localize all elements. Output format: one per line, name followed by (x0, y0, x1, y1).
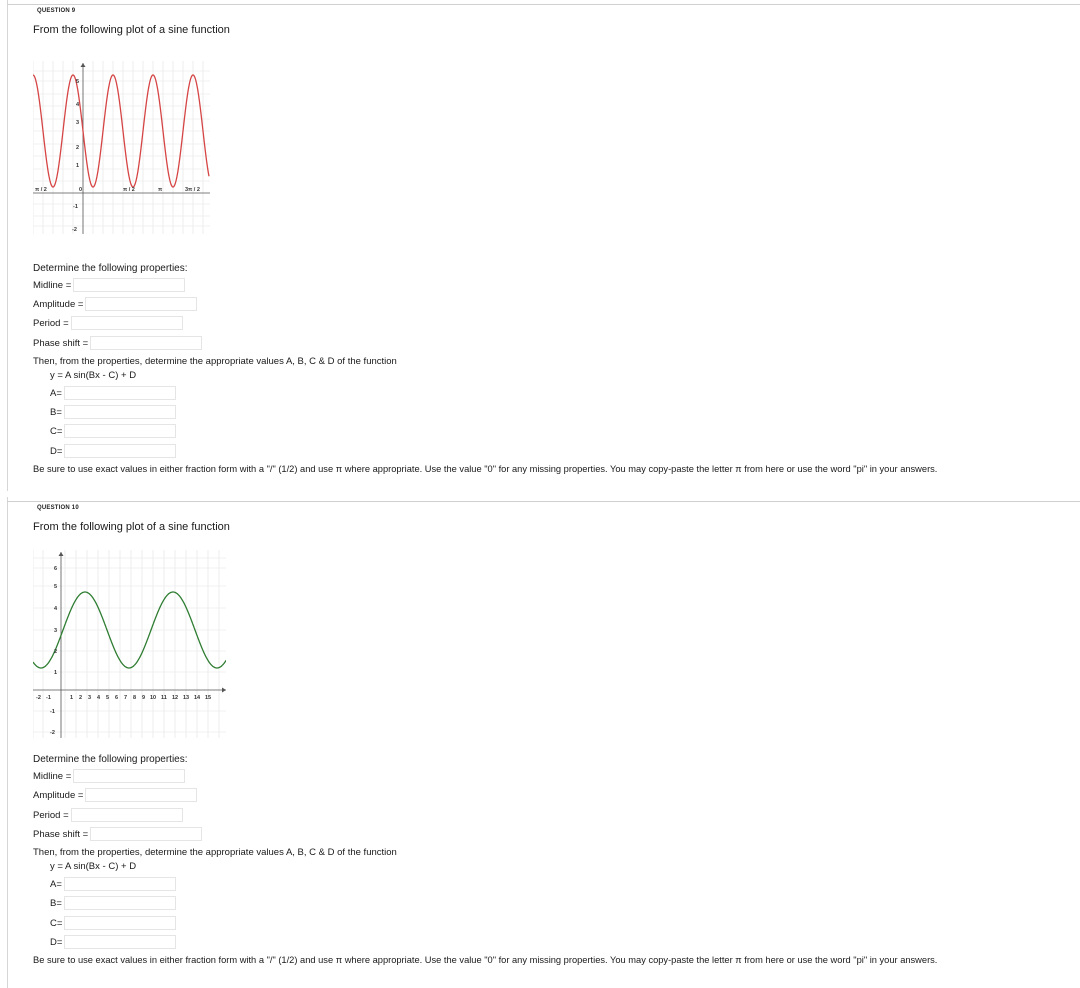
x-tick-label: 10 (150, 695, 157, 701)
b-label: B= (50, 897, 62, 909)
instructions-text: Then, from the properties, determine the appropriate values A, B, C & D of the function (33, 847, 397, 858)
x-tick-label: 3π / 2 (185, 187, 200, 193)
x-tick-label: 6 (115, 695, 119, 701)
phase-shift-input[interactable] (90, 827, 202, 841)
answer-note: Be sure to use exact values in either fraction form with a "/" (1/2) and use π where appropriate. Use the value "0" for any missing properties. You may copy-paste the letter π from here or use the word "pi" in your answers. (33, 955, 938, 965)
a-input[interactable] (64, 877, 176, 891)
midline-row (33, 769, 185, 783)
question-divider (7, 501, 1080, 502)
midline-label: Midline = (33, 770, 72, 782)
x-tick-label: 14 (194, 695, 201, 701)
x-tick-label: 4 (97, 695, 101, 701)
c-label: C= (50, 425, 63, 437)
x-tick-label: 5 (106, 695, 110, 701)
sine-plot (33, 61, 210, 234)
amplitude-label: Amplitude = (33, 789, 84, 801)
x-tick-label: 7 (124, 695, 128, 701)
a-row (50, 877, 176, 891)
x-tick-label: 1 (70, 695, 74, 701)
x-tick-label: π (158, 187, 163, 193)
period-row (33, 316, 183, 330)
y-tick-label: -1 (73, 204, 78, 210)
b-input[interactable] (64, 896, 176, 910)
phase-shift-label: Phase shift = (33, 337, 89, 349)
x-tick-label: -1 (46, 695, 51, 701)
c-label: C= (50, 917, 63, 929)
y-tick-label: -1 (50, 709, 55, 715)
amplitude-input[interactable] (85, 788, 197, 802)
a-input[interactable] (64, 386, 176, 400)
period-row (33, 808, 183, 822)
d-input[interactable] (64, 444, 176, 458)
amplitude-row (33, 788, 197, 802)
a-label: A= (50, 878, 62, 890)
y-tick-label: 4 (76, 102, 80, 108)
d-label: D= (50, 936, 63, 948)
c-input[interactable] (64, 424, 176, 438)
y-tick-label: -2 (50, 730, 55, 736)
c-input[interactable] (64, 916, 176, 930)
function-formula: y = A sin(Bx - C) + D (50, 370, 137, 381)
a-row (50, 386, 176, 400)
question-intro: From the following plot of a sine function (33, 521, 230, 533)
left-border (7, 497, 8, 988)
x-tick-label: π / 2 (123, 187, 135, 193)
y-tick-label: 1 (76, 163, 80, 169)
question-9 (0, 0, 1080, 491)
y-tick-label: 5 (76, 79, 80, 85)
midline-input[interactable] (73, 278, 185, 292)
x-tick-label: 9 (142, 695, 146, 701)
y-tick-label: 4 (54, 606, 58, 612)
question-number: QUESTION 10 (37, 505, 79, 511)
c-row (50, 916, 176, 930)
d-input[interactable] (64, 935, 176, 949)
amplitude-row (33, 297, 197, 311)
sine-plot-svg (33, 550, 226, 738)
a-label: A= (50, 387, 62, 399)
period-input[interactable] (71, 316, 183, 330)
question-intro: From the following plot of a sine function (33, 24, 230, 36)
b-input[interactable] (64, 405, 176, 419)
period-label: Period = (33, 809, 69, 821)
x-tick-label: 2 (79, 695, 83, 701)
x-tick-label: 13 (183, 695, 190, 701)
phase-shift-input[interactable] (90, 336, 202, 350)
y-tick-label: 2 (54, 649, 58, 655)
x-tick-label: 8 (133, 695, 137, 701)
d-row (50, 935, 176, 949)
phase-shift-row (33, 827, 202, 841)
x-tick-label: 15 (205, 695, 212, 701)
function-formula: y = A sin(Bx - C) + D (50, 861, 137, 872)
x-tick-label: π / 2 (35, 187, 47, 193)
x-tick-label: 11 (161, 695, 167, 701)
period-label: Period = (33, 317, 69, 329)
x-tick-label: 3 (88, 695, 92, 701)
b-row (50, 405, 176, 419)
sine-plot (33, 550, 226, 738)
y-tick-label: 6 (54, 566, 58, 572)
d-row (50, 444, 176, 458)
midline-label: Midline = (33, 279, 72, 291)
amplitude-label: Amplitude = (33, 298, 84, 310)
determine-heading: Determine the following properties: (33, 754, 188, 765)
amplitude-input[interactable] (85, 297, 197, 311)
sine-plot-svg (33, 61, 210, 234)
answer-note: Be sure to use exact values in either fraction form with a "/" (1/2) and use π where appropriate. Use the value "0" for any missing properties. You may copy-paste the letter π from here or use the word "pi" in your answers. (33, 464, 938, 474)
y-tick-label: 5 (54, 584, 58, 590)
phase-shift-label: Phase shift = (33, 828, 89, 840)
midline-input[interactable] (73, 769, 185, 783)
question-10 (0, 497, 1080, 988)
b-row (50, 896, 176, 910)
y-tick-label: -2 (72, 227, 77, 233)
y-tick-label: 3 (76, 120, 80, 126)
y-tick-label: 3 (54, 628, 58, 634)
c-row (50, 424, 176, 438)
determine-heading: Determine the following properties: (33, 263, 188, 274)
y-tick-label: 1 (54, 670, 58, 676)
d-label: D= (50, 445, 63, 457)
x-tick-label: 0 (79, 187, 83, 193)
instructions-text: Then, from the properties, determine the appropriate values A, B, C & D of the function (33, 356, 397, 367)
question-divider (7, 4, 1080, 5)
left-border (7, 0, 8, 491)
y-tick-label: 2 (76, 145, 80, 151)
question-number: QUESTION 9 (37, 8, 76, 14)
phase-shift-row (33, 336, 202, 350)
x-tick-label: -2 (36, 695, 41, 701)
midline-row (33, 278, 185, 292)
period-input[interactable] (71, 808, 183, 822)
x-tick-label: 12 (172, 695, 179, 701)
b-label: B= (50, 406, 62, 418)
